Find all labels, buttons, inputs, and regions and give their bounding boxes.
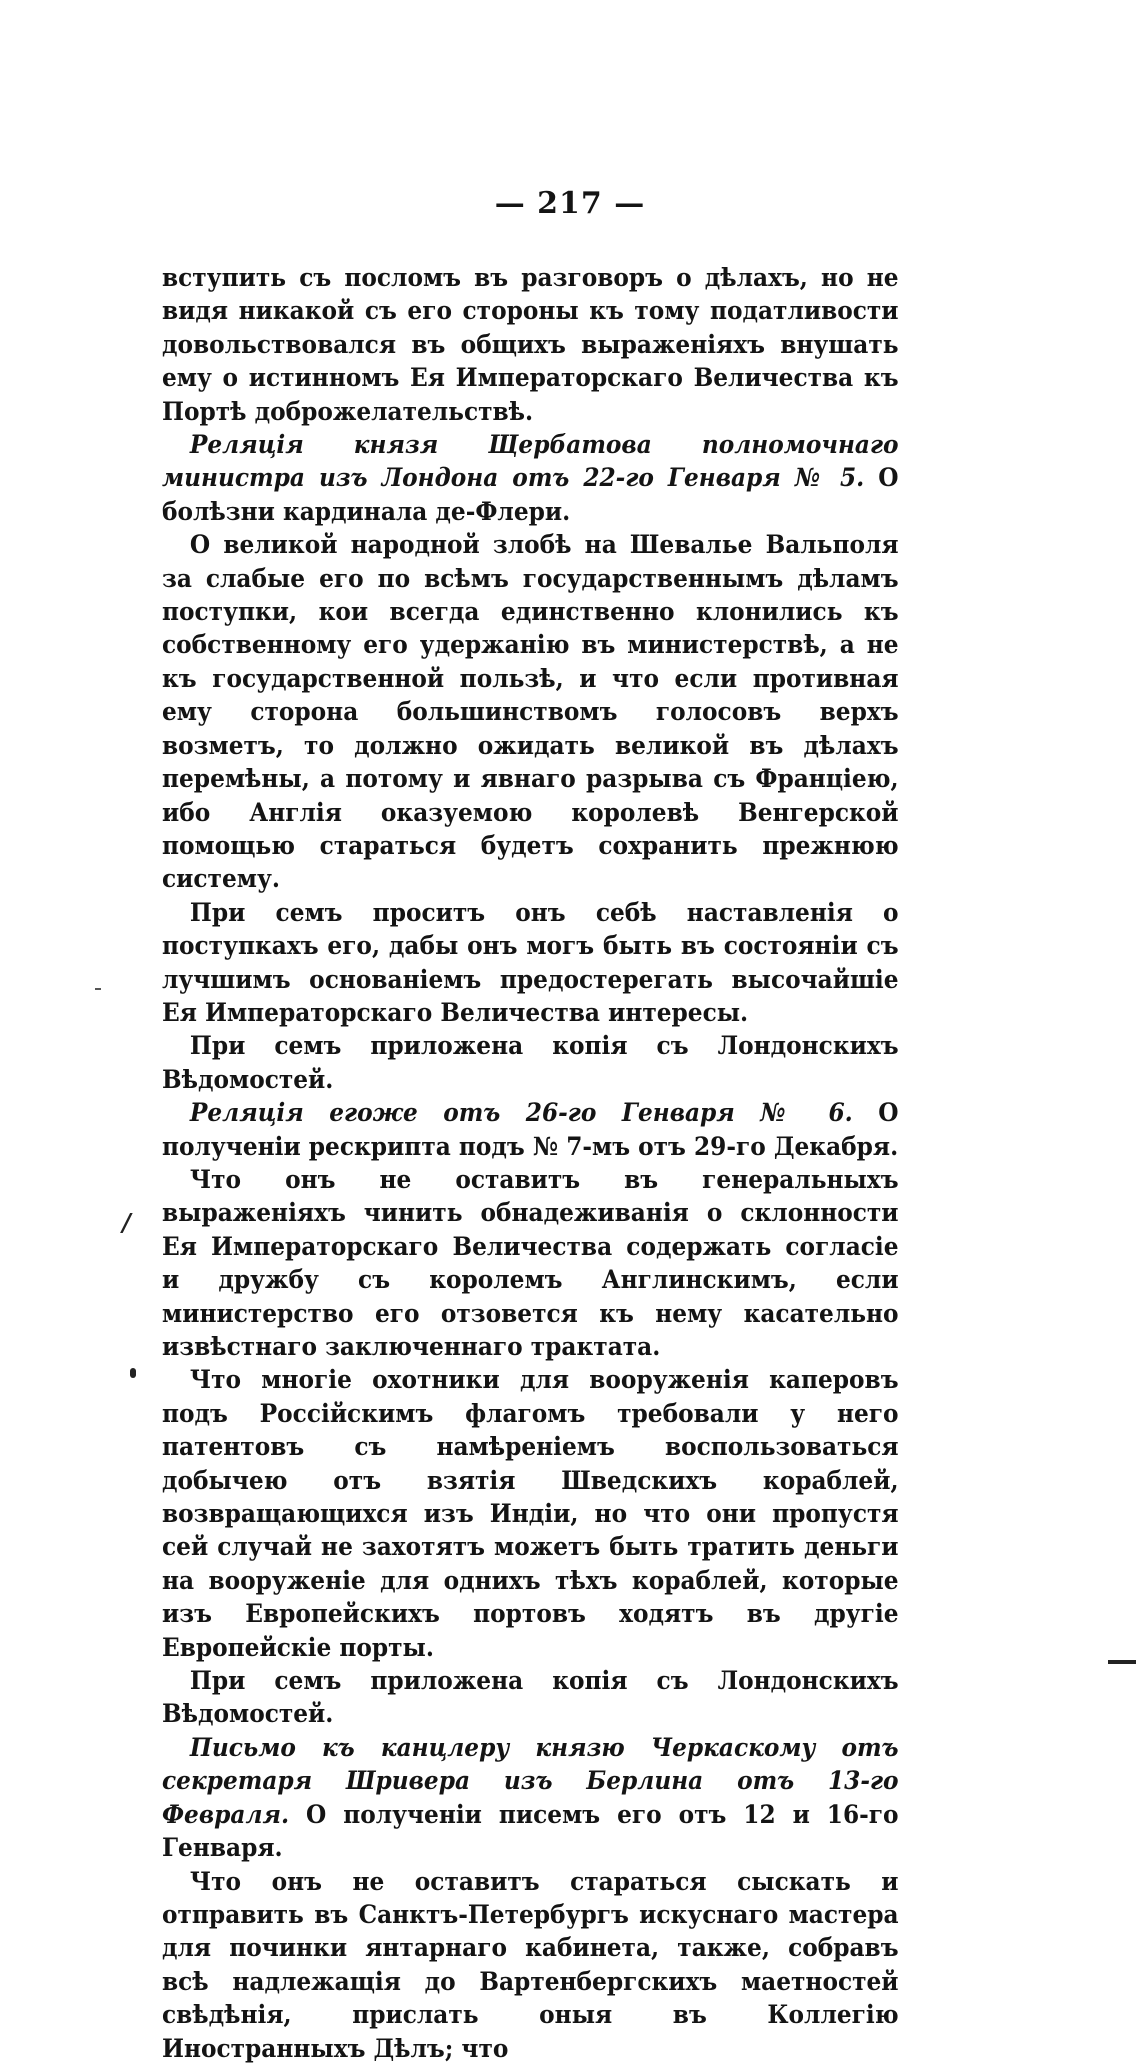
margin-slash-mark: / [122, 1208, 131, 1237]
relation-1-text: О болѣзни кардинала де-Флери. [162, 463, 899, 526]
paragraph-3: При семъ приложена копія съ Лондонскихъ Вѣдомостей. [162, 1031, 899, 1094]
page-number: — 217 — [494, 186, 646, 221]
continuation-paragraph: вступить съ посломъ въ разговоръ о дѣлахъ, но не видя никакой съ его стороны къ тому податливости довольствовался въ общихъ выраженіяхъ внушать ему о истинномъ Ея Императорскаго Величества къ Портѣ доброжелательствѣ. [162, 263, 899, 426]
letter-heading: Письмо къ канцлеру князю Черкаскому отъ секретаря Шривера изъ Берлина отъ 13-го Февраля. [162, 1732, 899, 1829]
paragraph-5: Что многіе охотники для вооруженія каперовъ подъ Россійскимъ флагомъ требовали у него патентовъ съ намѣреніемъ воспользоваться добычею отъ взятія Шведскихъ кораблей, возвращающихся изъ Индіи, но что они пропустя сей случай не захотятъ можетъ быть тратить деньги на вооруженіе для однихъ тѣхъ кораблей, которые изъ Европейскихъ портовъ ходятъ въ другіе Европейскіе порты. [162, 1365, 899, 1662]
paragraph-2: При семъ проситъ онъ себѣ наставленія о поступкахъ его, дабы онъ могъ быть въ состояніи съ лучшимъ основаніемъ предостерегать высочайшіе Ея Императорскаго Величества интересы. [162, 897, 899, 1027]
relation-2-entry [162, 1096, 899, 1163]
margin-dot-mark [130, 1368, 136, 1378]
paragraph-7: Что онъ не оставитъ стараться сыскать и отправить въ Санктъ-Петербургъ искуснаго мастера для починки янтарнаго кабинета, также, собравъ всѣ надлежащія до Вартенбергскихъ маетностей свѣдѣнія, прислать оныя въ Коллегію Иностранныхъ Дѣлъ; что [162, 1866, 899, 2063]
relation-1-heading: Реляція князя Щербатова полномочнаго министра изъ Лондона отъ 22-го Генваря № 5. [162, 430, 899, 493]
relation-1-entry [162, 428, 899, 528]
relation-2-heading: Реляція егоже отъ 26-го Генваря № 6. [189, 1098, 853, 1128]
letter-text: О полученіи писемъ его отъ 12 и 16-го Генваря. [162, 1799, 899, 1863]
margin-tick-mark [95, 988, 101, 990]
paragraph-6: При семъ приложена копія съ Лондонскихъ Вѣдомостей. [162, 1666, 899, 1729]
page-body [162, 261, 899, 2065]
paragraph-4: Что онъ не оставитъ въ генеральныхъ выраженіяхъ чинить обнадеживанія о склонности Ея Императорскаго Величества содержать согласіе и дружбу съ королемъ Англинскимъ, если министерство его отзовется къ нему касательно извѣстнаго заключеннаго трактата. [162, 1164, 899, 1361]
letter-entry [162, 1731, 899, 1865]
margin-dash-mark [1108, 1660, 1136, 1664]
relation-2-text: О полученіи рескрипта подъ № 7-мъ отъ 29-го Декабря. [162, 1098, 899, 1161]
paragraph-1: О великой народной злобѣ на Шевалье Вальполя за слабые его по всѣмъ государственнымъ дѣламъ поступки, кои всегда единственно клонились къ собственному его удержанію въ министерствѣ, а не къ государственной пользѣ, и что если противная ему сторона большинствомъ голосовъ верхъ возметъ, то должно ожидать великой въ дѣлахъ перемѣны, а потому и явнаго разрыва съ Франціею, ибо Англія оказуемою королевѣ Венгерской помощью стараться будетъ сохранить прежнюю систему. [162, 530, 899, 894]
